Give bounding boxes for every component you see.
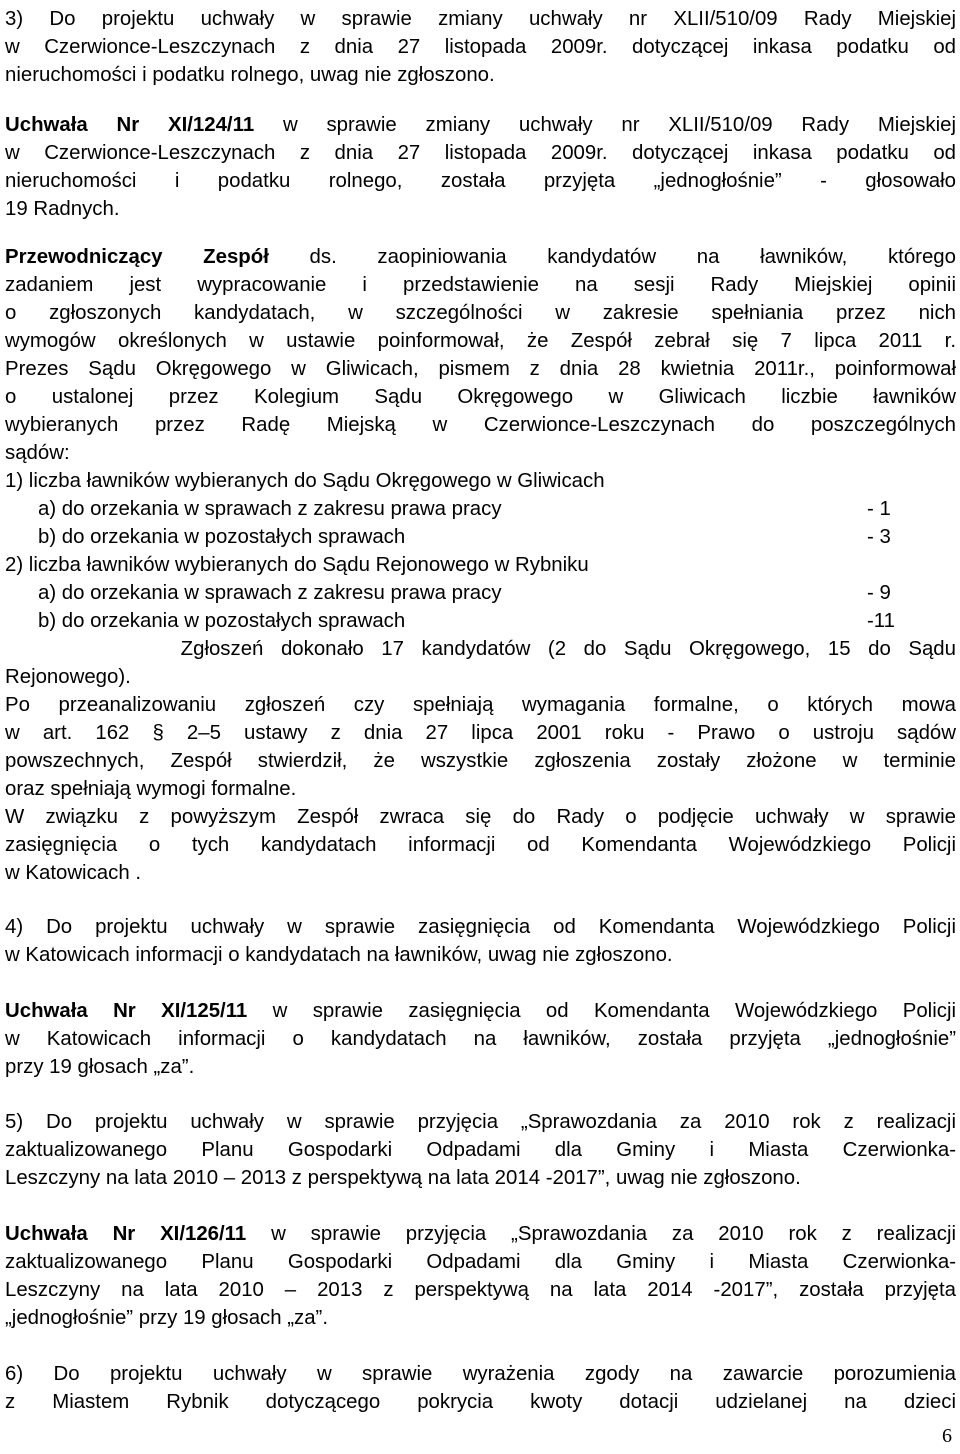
- team-report-line: o zgłoszonych kandydatach, w szczególności w zakresie spełniania przez nich: [5, 302, 956, 324]
- court1-title: 1) liczba ławników wybieranych do Sądu Okręgowego w Gliwicach: [5, 470, 605, 492]
- court2-title: 2) liczba ławników wybieranych do Sądu Rejonowego w Rybniku: [5, 554, 589, 576]
- item6-intro-line: 6) Do projektu uchwały w sprawie wyrażenia zgody na zawarcie porozumienia: [5, 1363, 956, 1385]
- after-line: w art. 162 § 2–5 ustawy z dnia 27 lipca 2001 roku - Prawo o ustroju sądów: [5, 722, 956, 744]
- court2-a-value: - 9: [867, 582, 891, 604]
- item3-resolution-line: w Czerwionce-Leszczynach z dnia 27 listopada 2009r. dotyczącej inkasa podatku od: [5, 142, 956, 164]
- item3-resolution-line: 19 Radnych.: [5, 198, 120, 220]
- team-report-line: Prezes Sądu Okręgowego w Gliwicach, pismem z dnia 28 kwietnia 2011r., poinformował: [5, 358, 956, 380]
- after-line: W związku z powyższym Zespół zwraca się do Rady o podjęcie uchwały w sprawie: [5, 806, 956, 828]
- after-line: powszechnych, Zespół stwierdził, że wszystkie zgłoszenia zostały złożone w terminie: [5, 750, 956, 772]
- item4-resolution-line: przy 19 głosach „za”.: [5, 1056, 195, 1078]
- item3-resolution-line: Uchwała Nr XI/124/11 w sprawie zmiany uchwały nr XLII/510/09 Rady Miejskiej: [5, 114, 956, 136]
- item5-resolution-line: Uchwała Nr XI/126/11 w sprawie przyjęcia „Sprawozdania za 2010 rok z realizacji: [5, 1223, 957, 1245]
- after-line: zasięgnięcia o tych kandydatach informacji od Komendanta Wojewódzkiego Policji: [5, 834, 956, 856]
- court2-a-label: a) do orzekania w sprawach z zakresu prawa pracy: [38, 582, 502, 604]
- item5-resolution-line: Leszczyny na lata 2010 – 2013 z perspektywą na lata 2014 -2017”, została przyjęta: [5, 1279, 956, 1301]
- after-line: Po przeanalizowaniu zgłoszeń czy spełniają wymagania formalne, o których mowa: [5, 694, 956, 716]
- team-report-line: wybieranych przez Radę Miejską w Czerwionce-Leszczynach do poszczególnych: [5, 414, 956, 436]
- after-line: w Katowicach .: [5, 862, 141, 884]
- item4-resolution-line: Uchwała Nr XI/125/11 w sprawie zasięgnięcia od Komendanta Wojewódzkiego Policji: [5, 1000, 956, 1022]
- item5-intro-line: 5) Do projektu uchwały w sprawie przyjęcia „Sprawozdania za 2010 rok z realizacji: [5, 1111, 956, 1133]
- resolution-number: Uchwała Nr XI/125/11: [5, 1000, 248, 1022]
- court1-a-label: a) do orzekania w sprawach z zakresu prawa pracy: [38, 498, 502, 520]
- item4-intro-line: 4) Do projektu uchwały w sprawie zasięgnięcia od Komendanta Wojewódzkiego Policji: [5, 916, 956, 938]
- page-number: 6: [942, 1425, 952, 1447]
- court1-a-value: - 1: [867, 498, 891, 520]
- resolution-number: Uchwała Nr XI/126/11: [5, 1223, 247, 1245]
- item3-intro-line: w Czerwionce-Leszczynach z dnia 27 listopada 2009r. dotyczącej inkasa podatku od: [5, 36, 956, 58]
- team-report-line: zadaniem jest wypracowanie i przedstawienie na sesji Rady Miejskiej opinii: [5, 274, 956, 296]
- item5-resolution-line: zaktualizowanego Planu Gospodarki Odpadami dla Gminy i Miasta Czerwionka-: [5, 1251, 956, 1273]
- item5-intro-line: zaktualizowanego Planu Gospodarki Odpadami dla Gminy i Miasta Czerwionka-: [5, 1139, 956, 1161]
- item4-resolution-line: w Katowicach informacji o kandydatach na ławników, została przyjęta „jednogłośnie”: [5, 1028, 956, 1050]
- item3-intro-line: 3) Do projektu uchwały w sprawie zmiany uchwały nr XLII/510/09 Rady Miejskiej: [5, 8, 956, 30]
- item3-intro-line: nieruchomości i podatku rolnego, uwag nie zgłoszono.: [5, 64, 495, 86]
- after-line: Rejonowego).: [5, 666, 131, 688]
- team-report-line: Przewodniczący Zespół ds. zaopiniowania kandydatów na ławników, którego: [5, 246, 956, 268]
- team-report-line: o ustalonej przez Kolegium Sądu Okręgowego w Gliwicach liczbie ławników: [5, 386, 956, 408]
- after-line: Zgłoszeń dokonało 17 kandydatów (2 do Sądu Okręgowego, 15 do Sądu: [5, 638, 956, 660]
- court2-b-label: b) do orzekania w pozostałych sprawach: [38, 610, 406, 632]
- resolution-number: Uchwała Nr XI/124/11: [5, 114, 255, 136]
- item5-intro-line: Leszczyny na lata 2010 – 2013 z perspektywą na lata 2014 -2017”, uwag nie zgłoszono.: [5, 1167, 801, 1189]
- court1-b-value: - 3: [867, 526, 891, 548]
- item3-resolution-line: nieruchomości i podatku rolnego, została przyjęta „jednogłośnie” - głosowało: [5, 170, 956, 192]
- after-line: oraz spełniają wymogi formalne.: [5, 778, 297, 800]
- item5-resolution-line: „jednogłośnie” przy 19 głosach „za”.: [5, 1307, 329, 1329]
- team-label: Przewodniczący Zespół: [5, 246, 269, 268]
- team-report-line: wymogów określonych w ustawie poinformował, że Zespół zebrał się 7 lipca 2011 r.: [5, 330, 956, 352]
- item6-intro-line: z Miastem Rybnik dotyczącego pokrycia kwoty dotacji udzielanej na dzieci: [5, 1391, 956, 1413]
- team-report-line: sądów:: [5, 442, 70, 464]
- item4-intro-line: w Katowicach informacji o kandydatach na ławników, uwag nie zgłoszono.: [5, 944, 673, 966]
- court2-b-value: -11: [867, 610, 895, 632]
- court1-b-label: b) do orzekania w pozostałych sprawach: [38, 526, 406, 548]
